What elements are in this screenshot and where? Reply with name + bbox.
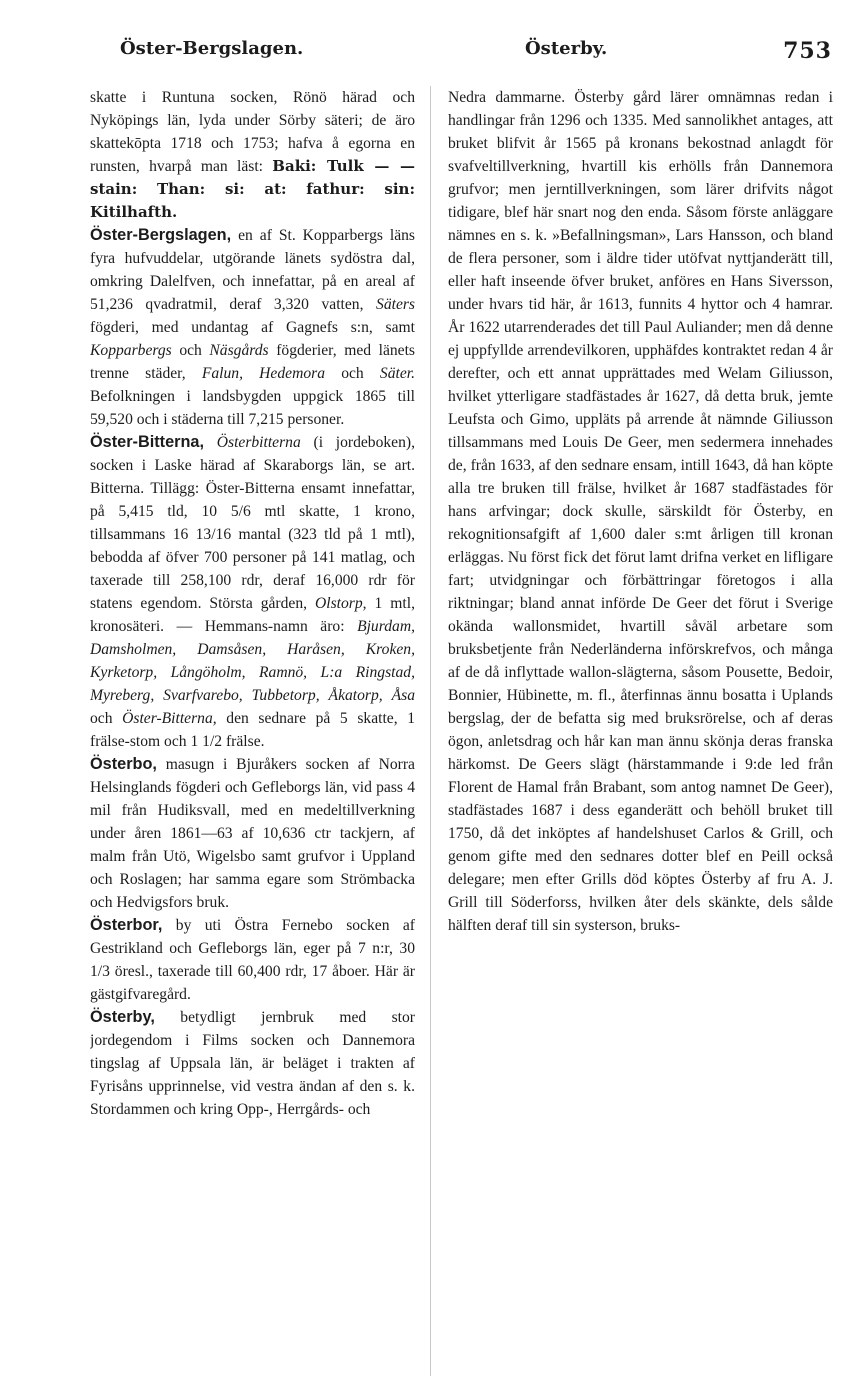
page-number: 753 (783, 38, 832, 64)
right-running-title: Österby. (525, 38, 608, 59)
entry-text: 1 mtl, kronosäteri. — Hemmans-namn äro: (90, 595, 415, 635)
entry-text: en af St. Kopparbergs läns fyra hufvuddelar, utgörande länets sydöstra dal, omkring Dalelfven, och innefattar, på en areal af 51,236 qvadratmil, deraf 3,320 vatten, (90, 227, 415, 313)
entry-text: den sednare på 5 skatte, 1 frälse-stom och 1 1/2 frälse. (90, 710, 415, 750)
entry-text: Befolkningen i landsbygden uppgick 1865 till 59,520 och i städerna till 7,215 personer. (90, 388, 415, 428)
entry-text: fögderier, med länets trenne städer, (90, 342, 415, 382)
entry-text: masugn i Bjuråkers socken af Norra Helsinglands fögderi och Gefleborgs län, vid pass 4 mil från Hudiksvall, med en medeltillverkning under åren 1861—63 af 10,636 ctr tackjern, af malm från Utö, Wigelsbo samt grufvor i Uppland och Roslagen; har samma egare som Strömbacka och Hedvigsfors bruk. (90, 756, 415, 911)
entry-italic: Österbitterna (216, 434, 301, 451)
entry-headword: Österbo, (90, 755, 157, 773)
entry-oster-bitterna (90, 431, 415, 753)
entry-italic: Olstorp, (315, 595, 367, 612)
runic-inscription: Baki: Tulk — — stain: Than: si: at: fathur: sin: Kitilhafth. (90, 157, 415, 221)
entry-text: och (341, 365, 364, 382)
right-column (448, 86, 833, 1376)
entry-osterbo (90, 753, 415, 914)
entry-italic: Öster-Bitterna, (122, 710, 217, 727)
running-header (90, 38, 832, 74)
left-column (90, 86, 415, 1376)
entry-text: betydligt jernbruk med stor jordegendom i Films socken och Dannemora tingslag af Uppsala län, är beläget i trakten af Fyrisåns upprinnelse, vid vestra ändan af den s. k. Stordammen och kring Opp-, Herrgårds- och (90, 1009, 415, 1118)
entry-italic: Säters (376, 296, 415, 313)
entry-headword: Öster-Bergslagen, (90, 226, 232, 244)
entry-italic: Bjurdam, Damsholmen, Damsåsen, Haråsen, Kroken, Kyrketorp, Långöholm, Ramnö, L:a Ringstad, Myreberg, Svarfvarebo, Tubbetorp, Åkatorp, Åsa (90, 618, 415, 704)
left-running-title: Öster-Bergslagen. (120, 38, 304, 59)
entry-headword: Öster-Bitterna, (90, 433, 204, 451)
entry-osterbor (90, 914, 415, 1006)
entry-italic: Säter. (379, 365, 415, 382)
entry-headword: Österbor, (90, 916, 163, 934)
entry-text: by uti Östra Fernebo socken af Gestrikland och Gefleborgs län, eger på 7 n:r, 30 1/3 öresl., taxerade till 60,400 rdr, 17 åboer. Här är gästgifvaregård. (90, 917, 415, 1003)
entry-italic: Kopparbergs (90, 342, 172, 359)
entry-oster-bergslagen (90, 224, 415, 431)
entry-osterby (90, 1006, 415, 1121)
entry-text: och (90, 710, 113, 727)
column-divider (430, 86, 431, 1376)
entry-osterby-continuation: Nedra dammarne. Österby gård lärer omnämnas redan i handlingar från 1296 och 1335. Med sannolikhet antages, att bruket blifvit år 1565 på kronans bekostnad anlagdt för svafveltillverkning, hvartill kis erhölls från Dannemora grufvor; men jerntillverkningen, som lärer drifvits något tidigare, blef här snart nog den enda. Såsom förste anläggare nämnes en s. k. »Befallningsman», Lars Hansson, och bland de flera personer, som i äldre tider utöfvat nyttjanderätt till, eller haft inseende öfver bruket, anföres en Hans Siversson, under hvars tid här, år 1613, funnits 4 hyttor och 4 hamrar. År 1622 utarrenderades det till Paul Auliander; men då denne ej uppfyllde arrendevilkoren, upphäfdes kontraktet redan 4 år derefter, och ett annat upprättades med Welam Giliusson, hvilket ytterligare stadfästades år 1627, då detta bruk, jemte Leufsta och Gimo, uppläts på arrende åt nämnde Giliusson tillsammans med Louis De Geer, men sedermera innehades de, från 1633, af den sednare ensam, intill 1643, då han köpte alla tre bruken till frälse, hvilket år 1687 stadfästades för hans arfvingar; dock skulle, särskildt för Österby, en rekognitionsafgift af 1,600 daler s:mt årligen till kronan erläggas. Nu först fick det förut lamt drifna verket en lifligare fart; utvidgningar och förbättringar företogos i alla riktningar; bland annat införde De Geer det förut i Sverige okända wallonsmidet, hvartill såväl arbetare som bruksbetjente från Nederländerna införskrefvos, och många af de då inflyttade wallon-slägterna, såsom Pousette, Bedoir, Bonnier, Hübinette, m. fl., återfinnas ännu bosatta i Uplands bergslag, der de befatta sig med bruksrörelse, och af deras ögon, anletsdrag och hår kan man ännu skönja deras franska härkomst. De Geers slägt (härstammande i 9:de led från Florent de Hamal från Brabant, som antog namnet De Geer), stadfästades 1687 i dess eganderätt och behöll bruket till 1750, då det inköptes af handelshuset Carlos & Grill, och genom gifte med den sednares dotter blef en Peill också delegare; men efter Grills död köptes Österby af fru A. J. Grill till Söderforss, hvilken åter dels skänkte, dels sålde hälften deraf till sin systerson, bruks- (448, 89, 833, 934)
entry-text: fögderi, med undantag af Gagnefs s:n, samt (90, 319, 415, 336)
entry-runtuna-continuation (90, 86, 415, 224)
entry-headword: Österby, (90, 1008, 155, 1026)
entry-italic: Näsgårds (209, 342, 269, 359)
entry-text: (i jordeboken), socken i Laske härad af Skaraborgs län, se art. Bitterna. Tillägg: Öster-Bitterna ensamt innefattar, på 5,415 tld, 10 5/6 mtl skatte, 1 krono, tillsammans 16 13/16 mantal (323 tld på 1 mtl), bebodda af öfver 700 personer på 141 matlag, och taxerade till 258,100 rdr, deraf 16,000 rdr för statens egendom. Största gården, (90, 434, 415, 612)
entry-text: skatte i Runtuna socken, Rönö härad och Nyköpings län, lyda under Sörby säteri; de äro skattekōpta 1718 och 1753; hafva å egorna en runsten, hvarpå man läst: (90, 89, 415, 175)
entry-text: och (179, 342, 202, 359)
entry-italic: Falun, Hedemora (201, 365, 325, 382)
